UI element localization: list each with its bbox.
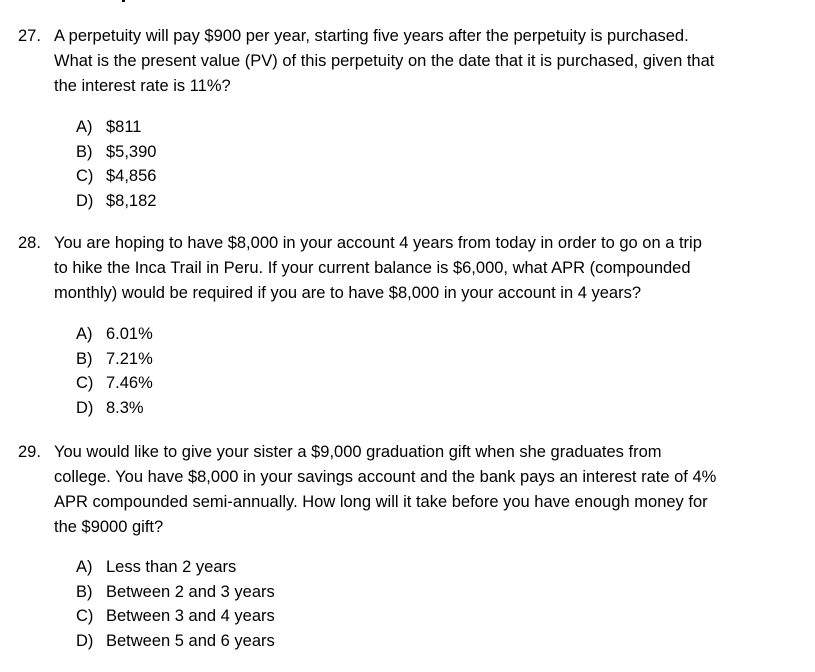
- option-letter: B): [76, 142, 93, 161]
- question-line: [0, 440, 815, 465]
- question-number: 27.: [18, 27, 41, 45]
- option-text: $5,390: [106, 142, 157, 161]
- question-text: You would like to give your sister a $9,000 graduation gift when she graduates from: [54, 443, 662, 461]
- question-29: [0, 440, 815, 540]
- option-letter: C): [76, 167, 94, 185]
- option-text: Less than 2 years: [106, 558, 237, 576]
- option-c: [0, 371, 815, 396]
- question-line: [0, 490, 815, 515]
- question-number: 29.: [18, 443, 41, 461]
- question-number: 28.: [18, 234, 41, 252]
- page-edge-mark: [122, 0, 125, 2]
- option-a: [0, 555, 815, 580]
- question-text: What is the present value (PV) of this perpetuity on the date that it is purchased, given that: [54, 52, 715, 70]
- question-text: A perpetuity will pay $900 per year, starting five years after the perpetuity is purchased.: [54, 27, 689, 45]
- option-b: [0, 580, 815, 605]
- option-text: $8,182: [106, 191, 157, 210]
- question-line: [0, 515, 815, 540]
- option-d: [0, 189, 815, 214]
- question-line: [0, 256, 815, 281]
- options-27: [0, 115, 815, 213]
- option-a: [0, 322, 815, 347]
- option-text: 7.21%: [106, 349, 153, 368]
- option-text: Between 2 and 3 years: [106, 582, 275, 601]
- option-text: $4,856: [106, 167, 157, 185]
- question-line: [0, 74, 815, 99]
- option-letter: D): [76, 191, 94, 210]
- question-28: [0, 231, 815, 306]
- option-letter: C): [76, 607, 94, 625]
- options-28: [0, 322, 815, 420]
- option-a: [0, 115, 815, 140]
- option-letter: A): [76, 118, 93, 136]
- option-text: 7.46%: [106, 374, 153, 392]
- option-text: 8.3%: [106, 398, 144, 417]
- option-d: [0, 396, 815, 421]
- option-text: 6.01%: [106, 325, 153, 343]
- question-line: [0, 231, 815, 256]
- question-27: [0, 24, 815, 99]
- question-text: APR compounded semi-annually. How long will it take before you have enough money for: [54, 493, 708, 511]
- question-text: college. You have $8,000 in your savings account and the bank pays an interest rate of 4%: [54, 468, 717, 486]
- option-text: Between 5 and 6 years: [106, 631, 275, 650]
- options-29: [0, 555, 815, 653]
- option-letter: A): [76, 325, 93, 343]
- option-c: [0, 164, 815, 189]
- question-text: monthly) would be required if you are to have $8,000 in your account in 4 years?: [54, 284, 642, 302]
- question-text: You are hoping to have $8,000 in your account 4 years from today in order to go on a trip: [54, 234, 702, 252]
- option-letter: D): [76, 398, 94, 417]
- question-text: to hike the Inca Trail in Peru. If your current balance is $6,000, what APR (compounded: [54, 259, 691, 277]
- option-text: $811: [106, 118, 142, 136]
- option-d: [0, 629, 815, 654]
- question-text: the $9000 gift?: [54, 518, 164, 536]
- option-b: [0, 347, 815, 372]
- option-letter: B): [76, 349, 93, 368]
- question-text: the interest rate is 11%?: [54, 77, 231, 95]
- option-letter: A): [76, 558, 93, 576]
- question-line: [0, 24, 815, 49]
- option-letter: D): [76, 631, 94, 650]
- option-letter: B): [76, 582, 93, 601]
- option-letter: C): [76, 374, 94, 392]
- option-b: [0, 140, 815, 165]
- option-text: Between 3 and 4 years: [106, 607, 275, 625]
- question-line: [0, 465, 815, 490]
- question-line: [0, 49, 815, 74]
- question-line: [0, 281, 815, 306]
- option-c: [0, 604, 815, 629]
